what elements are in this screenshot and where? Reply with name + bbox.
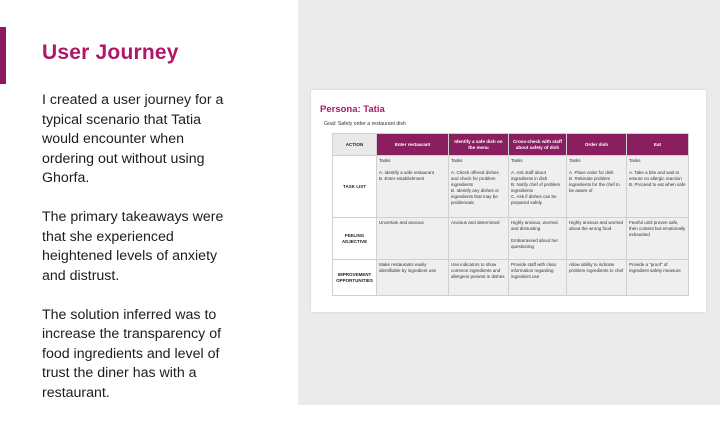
table-cell: Tasks A. Check offered dishes and check for problem ingredients B. Identify any dishes or ingredients that may be problematic — [449, 156, 509, 218]
table-cell: Use indicators to show common ingredients and allergens present in dishes — [449, 260, 509, 296]
header-cell: Eat — [627, 134, 689, 156]
text-panel — [0, 0, 298, 405]
slide-body — [42, 91, 234, 423]
header-cell: Enter restaurant — [377, 134, 449, 156]
table-cell: Fearful until proven safe, then content but emotionally exhausted — [627, 218, 689, 260]
table-cell: Uncertain and anxious — [377, 218, 449, 260]
table-cell: Tasks A. Take a bite and wait to ensure no allergic reaction B. Proceed to eat when safe — [627, 156, 689, 218]
table-cell: Tasks A. Place order for dish B. Reiterate problem ingredients for the chef to be aware of — [567, 156, 627, 218]
row-label: IMPROVEMENT OPPORTUNITIES — [333, 260, 377, 296]
header-cell: Order dish — [567, 134, 627, 156]
table-cell: Highly anxious and worried about the wrong food — [567, 218, 627, 260]
slide-title: User Journey — [42, 41, 179, 64]
header-cell: Identify a safe dish on the menu — [449, 134, 509, 156]
header-cell: ACTION — [333, 134, 377, 156]
table-header-row — [333, 134, 689, 156]
table-cell: Provide a “proof” of ingredient safety measure — [627, 260, 689, 296]
header-cell: Cross-check with staff about safety of dish — [509, 134, 567, 156]
paragraph-3: The solution inferred was to increase the transparency of food ingredients and level of trust the diner has with a restaurant. — [42, 306, 222, 401]
persona-title: Persona: Tatia — [320, 104, 385, 115]
row-label: TASK LIST — [333, 156, 377, 218]
goal-text: Goal: Safely order a restaurant dish — [324, 121, 406, 127]
journey-map-card — [311, 90, 706, 312]
table-cell: Highly anxious, worried, and distrusting Embarrassed about her questioning — [509, 218, 567, 260]
row-label: FEELING ADJECTIVE — [333, 218, 377, 260]
table-row — [333, 260, 689, 296]
accent-bar — [0, 27, 6, 84]
table-cell: Tasks A. Ask staff about ingredients in dish B. Notify chef of problem ingredients C. Ask if dishes can be prepared safely — [509, 156, 567, 218]
table-cell: Make restaurants easily identifiable by ingredient use — [377, 260, 449, 296]
table-row — [333, 156, 689, 218]
table-row — [333, 218, 689, 260]
table-cell: Provide staff with clear information regarding ingredient use — [509, 260, 567, 296]
table-cell: Tasks A. Identify a safe restaurant B. Enter establishment — [377, 156, 449, 218]
paragraph-2: The primary takeaways were that she experienced heightened levels of anxiety and distrust. — [42, 209, 224, 284]
table-cell: Anxious and determined — [449, 218, 509, 260]
journey-table — [332, 133, 689, 296]
table-cell: Allow ability to indicate problem ingredients to chef — [567, 260, 627, 296]
paragraph-1: I created a user journey for a typical scenario that Tatia would encounter when ordering out without using Ghorfa. — [42, 92, 224, 186]
